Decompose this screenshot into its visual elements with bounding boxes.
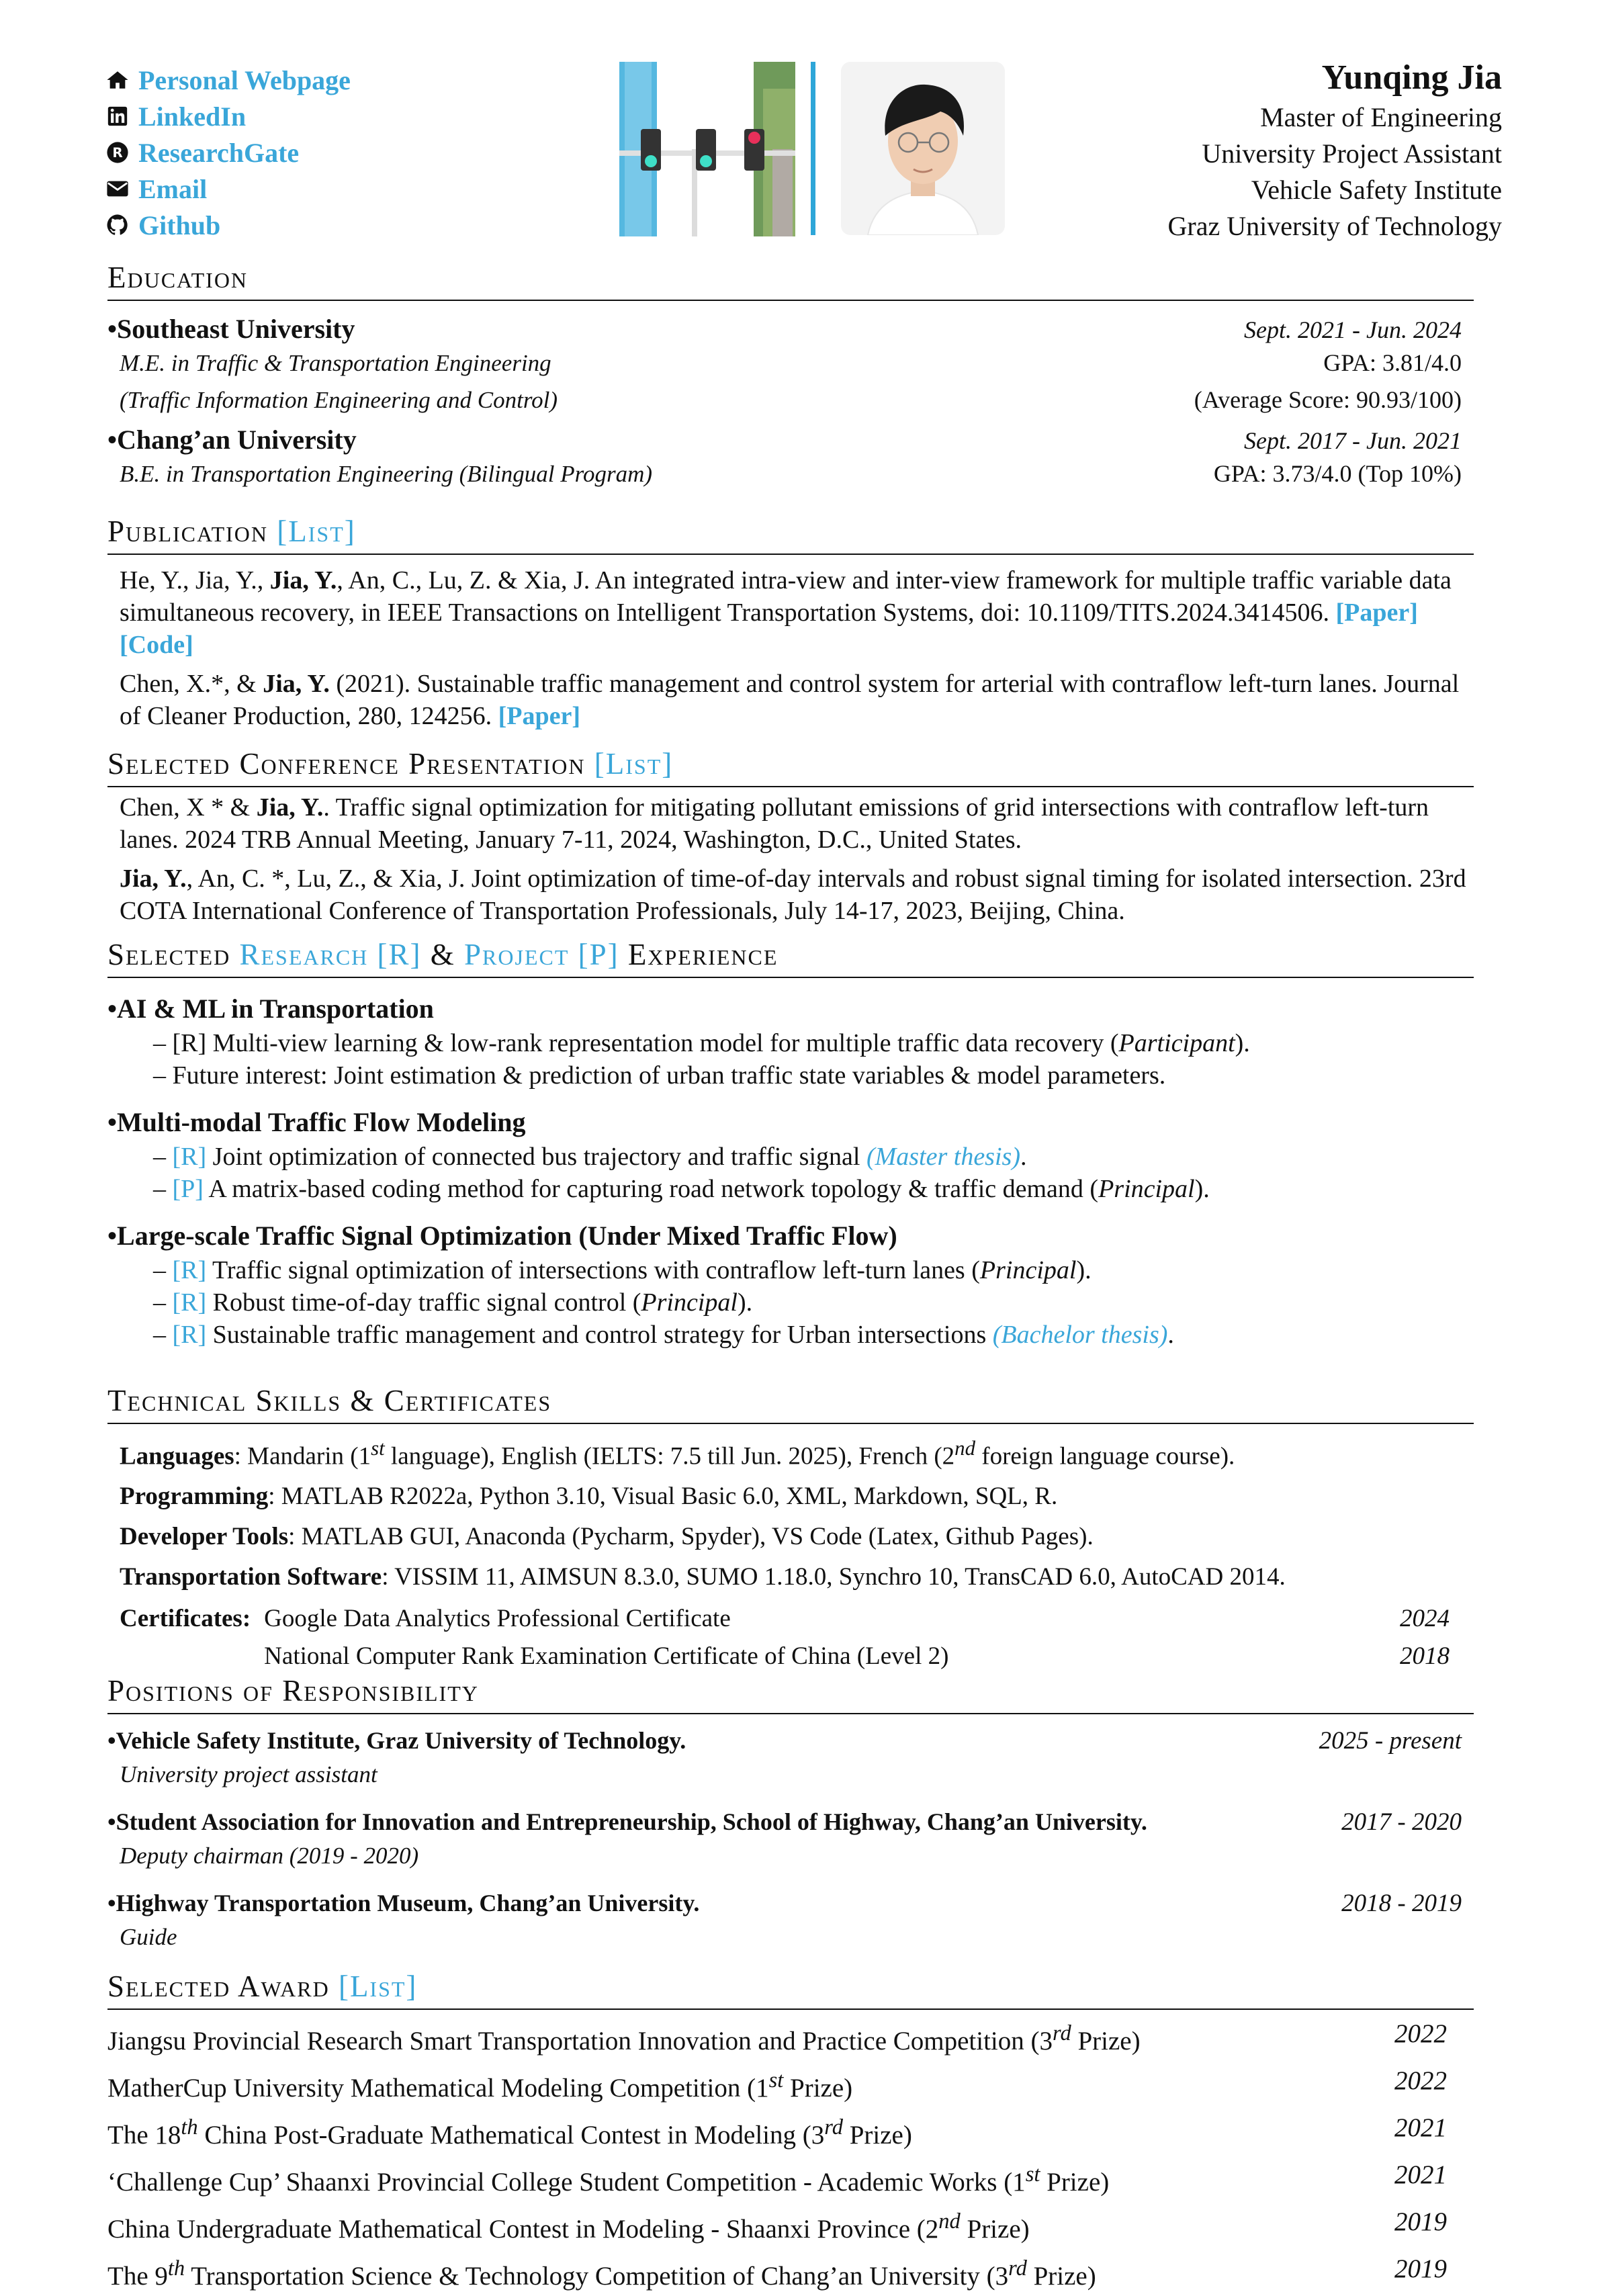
certificate-row: National Computer Rank Examination Certificate of China (Level 2) 2018 [264, 1642, 1450, 1671]
certificate-row: Google Data Analytics Professional Certificate 2024 [264, 1605, 1450, 1633]
positions-section [107, 1673, 1474, 1957]
developer-tools-line: Developer Tools: MATLAB GUI, Anaconda (Pycharm, Spyder), VS Code (Latex, Github Pages). [120, 1523, 1094, 1551]
conference-entry: Chen, X * & Jia, Y.. Traffic signal optimization for mitigating pollutant emissions of grid intersections with contraflow left-turn lanes. 2024 TRB Annual Meeting, January 7-11, 2024, Washington, D.C., United States. [120, 793, 1429, 854]
svg-text:R: R [112, 145, 123, 161]
gpa: GPA: 3.81/4.0 [1323, 349, 1462, 376]
home-icon [106, 69, 129, 91]
programming-line: Programming: MATLAB R2022a, Python 3.10, Visual Basic 6.0, XML, Markdown, SQL, R. [120, 1483, 1058, 1511]
gpa: GPA: 3.73/4.0 (Top 10%) [1213, 460, 1462, 487]
position-role: University project assistant [120, 1761, 377, 1787]
university-line: Graz University of Technology [1167, 211, 1502, 241]
person-name: Yunqing Jia [1321, 58, 1502, 97]
section-heading: Education [107, 259, 1474, 301]
degree-detail: (Traffic Information Engineering and Control) [120, 387, 558, 413]
position-entry: •Student Association for Innovation and Entrepreneurship, School of Highway, Chang’an University. 2017 - 2020 [107, 1808, 1462, 1836]
section-heading: Selected Conference Presentation [List] [107, 746, 1474, 787]
paper-link[interactable]: [Paper] [498, 702, 580, 730]
certificates-block: Certificates: Google Data Analytics Professional Certificate 2024 National Computer Rank Examination Certificate of China (Level 2) 2018 [107, 1600, 1474, 1675]
publication-list-link[interactable]: [List] [277, 515, 356, 548]
education-section [107, 259, 1474, 492]
paper-link[interactable]: [Paper] [1335, 599, 1418, 627]
experience-item: – Future interest: Joint estimation & prediction of urban traffic state variables & model parameters. [153, 1061, 1166, 1090]
experience-category: •Multi-modal Traffic Flow Modeling [107, 1107, 526, 1137]
researchgate-icon [106, 141, 129, 164]
award-row: Jiangsu Provincial Research Smart Transportation Innovation and Practice Competition (3rd Prize) 2022 [107, 2019, 1447, 2056]
experience-item: – [R] Traffic signal optimization of intersections with contraflow left-turn lanes (Principal). [153, 1256, 1092, 1284]
linkedin-link[interactable]: LinkedIn [106, 98, 351, 134]
publication-entry: Chen, X.*, & Jia, Y. (2021). Sustainable traffic management and control system for arterial with contraflow left-turn lanes. Journal of Cleaner Production, 280, 124256. [Paper] [120, 670, 1460, 730]
publication-section [107, 513, 1474, 732]
awards-section [107, 1968, 1474, 2296]
award-row: China Undergraduate Mathematical Contest in Modeling - Shaanxi Province (2nd Prize) 2019 [107, 2207, 1447, 2244]
experience-category: •AI & ML in Transportation [107, 994, 434, 1024]
institution: Southeast University [117, 314, 355, 344]
languages-line: Languages: Mandarin (1st language), English (IELTS: 7.5 till Jun. 2025), French (2nd foreign language course). [120, 1437, 1235, 1470]
envelope-icon [106, 177, 129, 200]
traffic-light-logo [619, 62, 795, 236]
section-heading: Technical Skills & Certificates [107, 1382, 1474, 1424]
award-row: ‘Challenge Cup’ Shaanxi Provincial College Student Competition - Academic Works (1st Prize) 2021 [107, 2160, 1447, 2197]
date: Sept. 2017 - Jun. 2021 [1244, 427, 1462, 454]
experience-section [107, 936, 1474, 1351]
position-role: Guide [120, 1924, 177, 1950]
section-heading: Selected Award [List] [107, 1968, 1474, 2010]
position-role: Deputy chairman (2019 - 2020) [120, 1843, 419, 1869]
email-link[interactable]: Email [106, 171, 351, 207]
profile-photo [841, 62, 1005, 235]
degree: B.E. in Transportation Engineering (Bilingual Program) [120, 461, 653, 487]
skills-section [107, 1382, 1474, 1675]
header-links [106, 62, 351, 243]
experience-item: – [R] Robust time-of-day traffic signal control (Principal). [153, 1288, 753, 1317]
education-entry: •Chang’an University Sept. 2017 - Jun. 2021 [107, 425, 1462, 455]
education-entry: •Southeast University Sept. 2021 - Jun. 2024 [107, 314, 1462, 344]
experience-item: – [R] Multi-view learning & low-rank representation model for multiple traffic data recovery (Participant). [153, 1029, 1250, 1057]
award-row: MatherCup University Mathematical Modeling Competition (1st Prize) 2022 [107, 2066, 1447, 2103]
experience-item: – [P] A matrix-based coding method for capturing road network topology & traffic demand (Principal). [153, 1175, 1210, 1203]
awards-list-link[interactable]: [List] [338, 1970, 418, 2003]
date: Sept. 2021 - Jun. 2024 [1244, 316, 1462, 343]
code-link[interactable]: [Code] [120, 631, 193, 659]
experience-category: •Large-scale Traffic Signal Optimization (Under Mixed Traffic Flow) [107, 1221, 897, 1251]
conference-section [107, 746, 1474, 927]
experience-item: – [R] Joint optimization of connected bus trajectory and traffic signal (Master thesis). [153, 1143, 1027, 1171]
position-line: University Project Assistant [1202, 138, 1502, 169]
average-score: (Average Score: 90.93/100) [1194, 386, 1462, 413]
github-icon [106, 214, 129, 236]
degree-line: Master of Engineering [1260, 102, 1502, 132]
degree: M.E. in Traffic & Transportation Engineering [120, 350, 551, 376]
section-heading: Selected Research [R] & Project [P] Experience [107, 936, 1474, 978]
section-heading: Positions of Responsibility [107, 1673, 1474, 1714]
award-row: The 18th China Post-Graduate Mathematical Contest in Modeling (3rd Prize) 2021 [107, 2113, 1447, 2150]
transportation-software-line: Transportation Software: VISSIM 11, AIMSUN 8.3.0, SUMO 1.18.0, Synchro 10, TransCAD 6.0, AutoCAD 2014. [120, 1563, 1286, 1591]
personal-webpage-link[interactable]: Personal Webpage [106, 62, 351, 98]
award-row: The 9th Transportation Science & Technology Competition of Chang’an University (3rd Prize) 2019 [107, 2254, 1447, 2291]
conference-entry: Jia, Y., An, C. *, Lu, Z., & Xia, J. Joint optimization of time-of-day intervals and robust signal timing for isolated intersection. 23rd COTA International Conference of Transportation Professionals, July 14-17, 2023, Beijing, China. [120, 865, 1466, 925]
institute-line: Vehicle Safety Institute [1251, 175, 1502, 205]
conference-list-link[interactable]: [List] [594, 747, 674, 781]
linkedin-icon [106, 105, 129, 128]
identity-block [1168, 56, 1502, 245]
position-entry: •Vehicle Safety Institute, Graz University of Technology. 2025 - present [107, 1727, 1462, 1755]
experience-item: – [R] Sustainable traffic management and control strategy for Urban intersections (Bachelor thesis). [153, 1321, 1174, 1349]
section-heading: Publication [List] [107, 513, 1474, 555]
institution: Chang’an University [117, 425, 357, 455]
publication-entry: He, Y., Jia, Y., Jia, Y., An, C., Lu, Z. & Xia, J. An integrated intra-view and inter-view framework for multiple traffic variable data simultaneous recovery, in IEEE Transactions on Intelligent Transportation Systems, doi: 10.1109/TITS.2024.3414506. [Paper] [Code] [120, 566, 1452, 659]
position-entry: •Highway Transportation Museum, Chang’an University. 2018 - 2019 [107, 1890, 1462, 1917]
github-link[interactable]: Github [106, 207, 351, 243]
researchgate-link[interactable]: R ResearchGate [106, 134, 351, 171]
header-divider [811, 62, 815, 235]
